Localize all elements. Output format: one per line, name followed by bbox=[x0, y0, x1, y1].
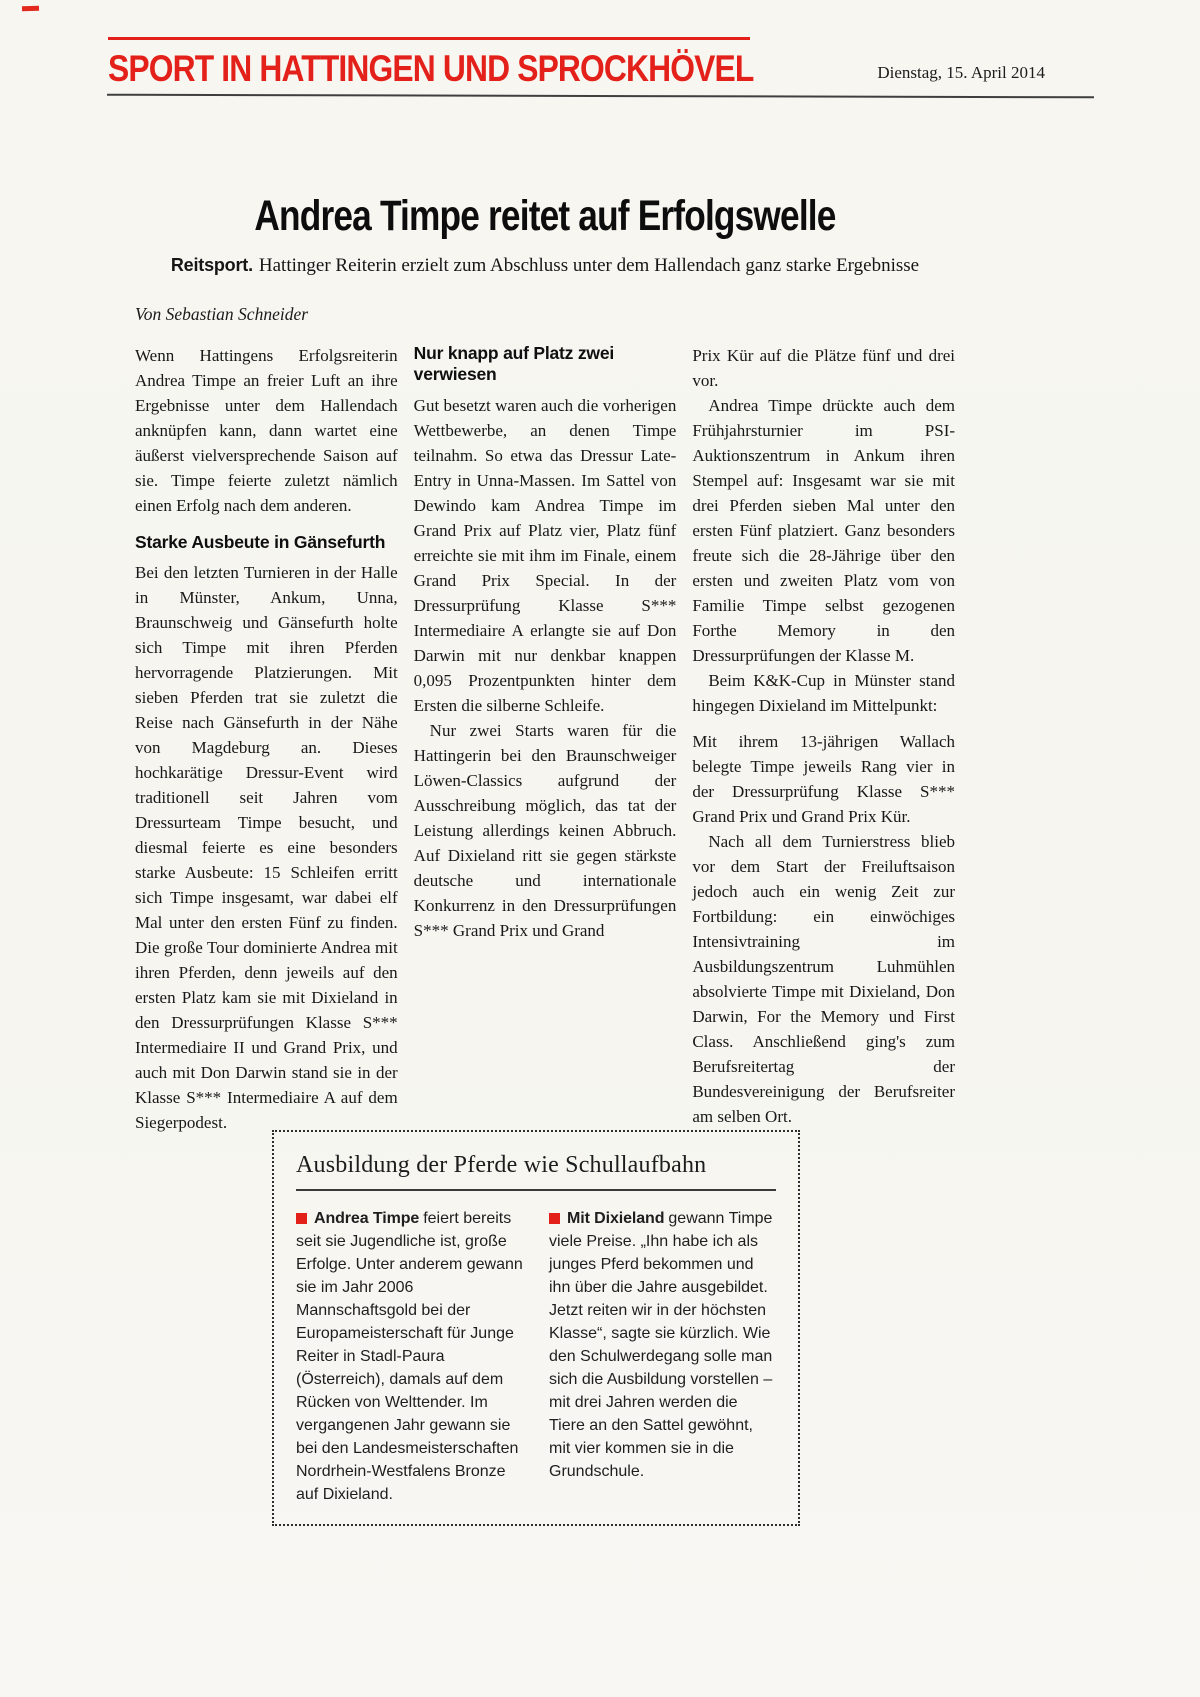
section-masthead-title: SPORT IN HATTINGEN UND SPROCKHÖVEL bbox=[108, 48, 754, 89]
infobox-item bbox=[549, 1207, 776, 1506]
paragraph: Prix Kür auf die Plätze fünf und drei vor. bbox=[692, 346, 956, 390]
masthead-red-rule bbox=[108, 37, 750, 40]
infobox-item-lead: Andrea Timpe bbox=[314, 1210, 420, 1227]
paragraph: Beim K&K-Cup in Münster stand hingegen Dixieland im Mittelpunkt: bbox=[692, 671, 956, 715]
article-subhead bbox=[135, 255, 955, 277]
infobox-item-text: gewann Timpe viele Preise. „Ihn habe ich als junges Pferd bekommen und ihn über die Jahre ausgebildet. Jetzt reiten wir in der höchsten Klasse“, sagte sie kürzlich. Wie den Schulwerdegang solle man sich die Ausbildung vorstellen – mit drei Jahren werden die Tiere an den Sattel gewöhnt, mit vier kommen sie in die Grundschule. bbox=[549, 1210, 773, 1480]
red-square-bullet-icon bbox=[296, 1213, 307, 1224]
article-column-2 bbox=[414, 343, 677, 1135]
masthead-bottom-rule bbox=[107, 94, 1094, 99]
article-columns bbox=[135, 343, 955, 1135]
article-byline: Von Sebastian Schneider bbox=[135, 304, 309, 324]
paragraph: Nur zwei Starts waren für die Hattingerin bei den Braunschweiger Löwen-Classics aufgrund der Ausschreibung möglich, das tat der Leistung allerdings keinen Abbruch. Auf Dixieland ritt sie gegen stärkste deutsche und internationale Konkurrenz in den Dressurprüfungen S*** Grand Prix und Grand bbox=[413, 721, 677, 940]
article-column-3 bbox=[692, 343, 955, 1135]
infobox-columns bbox=[296, 1207, 776, 1506]
paragraph: Andrea Timpe drückte auch dem Frühjahrsturnier im PSI-Auktionszentrum in Ankum ihren Stempel auf: Insgesamt war sie mit drei Pferden sieben Mal unter den ersten Fünf platziert. Ganz besonders freute sich die 28-Jährige über den ersten und zweiten Platz vom von Familie Timpe selbst gezogenen Forthe Memory in den Dressurprüfungen der Klasse M. bbox=[692, 396, 956, 665]
red-square-bullet-icon bbox=[549, 1213, 560, 1224]
issue-date: Dienstag, 15. April 2014 bbox=[877, 63, 1045, 82]
infobox-item-text: feiert bereits seit sie Jugendliche ist, große Erfolge. Unter anderem gewann sie im Jahr 2006 Mannschaftsgold bei der Europameisterschaft für Junge Reiter in Stadl-Paura (Österreich), damals auf dem Rücken von Welttender. Im vergangenen Jahr gewann sie bei den Landesmeisterschaften Nordrhein-Westfalens Bronze auf Dixieland. bbox=[296, 1210, 523, 1503]
column-subhead: Starke Ausbeute in Gänsefurth bbox=[135, 532, 386, 552]
article-subhead-text: Hattinger Reiterin erzielt zum Abschluss unter dem Hallendach ganz starke Ergebnisse bbox=[258, 255, 920, 276]
infobox-title: Ausbildung der Pferde wie Schullaufbahn bbox=[296, 1152, 776, 1191]
column-subhead: Nur knapp auf Platz zwei verwiesen bbox=[413, 343, 615, 384]
paragraph: Bei den letzten Turnieren in der Halle in Münster, Ankum, Unna, Braunschweig und Gänsefurth holte sich Timpe mit ihren Pferden hervorragende Platzierungen. Mit sieben Pferden trat sie zuletzt die Reise nach Gänsefurth in der Nähe von Magdeburg an. Dieses hochkarätige Dressur-Event wird traditionell seit Jahren vom Dressurteam Timpe besucht, und diesmal feierte es eine besonders starke Ausbeute: 15 Schleifen erritt sich Timpe insgesamt, war dabei elf Mal unter den ersten Fünf zu finden. Die große Tour dominierte Andrea mit ihren Pferden, denn jeweils auf den ersten Platz kam sie mit Dixieland in den Dressurprüfungen Klasse S*** Intermediaire II und Grand Prix, und auch mit Don Darwin stand sie in der Klasse S*** Intermediaire A auf dem Siegerpodest. bbox=[135, 563, 398, 1132]
infobox bbox=[272, 1130, 800, 1526]
paragraph: Wenn Hattingens Erfolgsreiterin Andrea Timpe an freier Luft an ihre Ergebnisse unter dem Hallendach anknüpfen kann, dann wartet eine äußerst vielversprechende Saison auf sie. Timpe feierte zuletzt nämlich einen Erfolg nach dem anderen. bbox=[135, 346, 398, 515]
scan-artifact-mark bbox=[22, 6, 39, 12]
article-headline: Andrea Timpe reitet auf Erfolgswelle bbox=[254, 192, 836, 240]
infobox-item-lead: Mit Dixieland bbox=[567, 1210, 665, 1227]
paragraph: Mit ihrem 13-jährigen Wallach belegte Timpe jeweils Rang vier in der Dressurprüfung Klasse S*** Grand Prix und Grand Prix Kür. bbox=[692, 732, 956, 826]
paragraph: Gut besetzt waren auch die vorherigen Wettbewerbe, an denen Timpe teilnahm. So etwa das Dressur Late-Entry in Unna-Massen. Im Sattel von Dewindo kam Andrea Timpe im Grand Prix auf Platz vier, Platz fünf erreichte sie mit ihm im Finale, einem Grand Prix Special. In der Dressurprüfung Klasse S*** Intermediaire A erlangte sie auf Don Darwin mit nur denkbar knappen 0,095 Prozentpunkten hinter dem Ersten die silberne Schleife. bbox=[413, 396, 677, 715]
article-column-1 bbox=[135, 343, 398, 1135]
infobox-item bbox=[296, 1207, 523, 1506]
article-kicker: Reitsport. bbox=[170, 255, 253, 275]
article bbox=[135, 192, 955, 1135]
paragraph: Nach all dem Turnierstress blieb vor dem Start der Freiluftsaison jedoch auch ein wenig Zeit zur Fortbildung: ein einwöchiges Intensivtraining im Ausbildungszentrum Luhmühlen absolvierte Timpe mit Dixieland, Don Darwin, For the Memory und First Class. Anschließend ging's zum Berufsreitertag der Bundesvereinigung der Berufsreiter am selben Ort. bbox=[692, 832, 956, 1126]
